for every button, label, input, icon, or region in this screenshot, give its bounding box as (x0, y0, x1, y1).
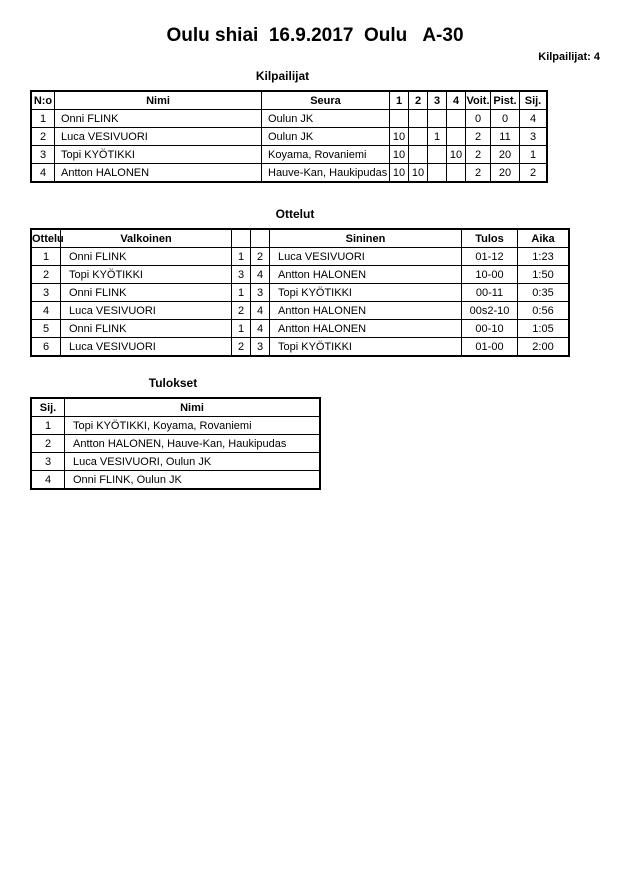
table-cell: Onni FLINK (61, 320, 232, 338)
kilpailijat-heading: Kilpailijat (255, 69, 310, 83)
table-cell: 1 (232, 248, 251, 266)
column-header: Voit. (466, 91, 491, 110)
tulokset-table-body (31, 417, 320, 490)
kilpailijat-header-row (31, 91, 547, 110)
table-cell: 2 (466, 146, 491, 164)
table-cell: 10 (409, 164, 428, 183)
column-header: Sij. (31, 398, 65, 417)
table-row (31, 453, 320, 471)
table-cell: 10 (390, 128, 409, 146)
table-cell: 1 (31, 417, 65, 435)
page-title: Oulu shiai 16.9.2017 Oulu A-30 (166, 25, 464, 46)
table-cell: 11 (491, 128, 520, 146)
table-cell: 6 (31, 338, 61, 357)
kilpailijat-table (30, 90, 548, 183)
column-header: 4 (447, 91, 466, 110)
table-cell: Onni FLINK, Oulun JK (65, 471, 321, 490)
table-cell: 0:56 (518, 302, 570, 320)
table-cell: 01-00 (462, 338, 518, 357)
table-cell (428, 164, 447, 183)
table-row (31, 417, 320, 435)
table-row (31, 435, 320, 453)
table-cell: Topi KYÖTIKKI, Koyama, Rovaniemi (65, 417, 321, 435)
column-header: Pist. (491, 91, 520, 110)
ottelut-header-row (31, 229, 569, 248)
table-cell: 3 (31, 284, 61, 302)
table-cell: 2:00 (518, 338, 570, 357)
table-cell: Luca VESIVUORI (61, 338, 232, 357)
table-cell: 00-11 (462, 284, 518, 302)
table-cell: 1 (520, 146, 548, 164)
table-cell: 20 (491, 164, 520, 183)
table-cell: 20 (491, 146, 520, 164)
column-header: Valkoinen (61, 229, 232, 248)
column-header: Nimi (65, 398, 321, 417)
table-cell: 1 (31, 110, 55, 128)
table-row (31, 248, 569, 266)
table-cell: 2 (31, 266, 61, 284)
column-header (232, 229, 251, 248)
column-header (251, 229, 270, 248)
table-cell: 4 (251, 266, 270, 284)
table-cell (428, 146, 447, 164)
table-cell: 1:50 (518, 266, 570, 284)
table-row (31, 320, 569, 338)
table-row (31, 128, 547, 146)
column-header: Tulos (462, 229, 518, 248)
table-cell: Onni FLINK (61, 284, 232, 302)
column-header: Sininen (270, 229, 462, 248)
table-cell (447, 128, 466, 146)
table-cell: 2 (466, 164, 491, 183)
table-cell: Luca VESIVUORI (61, 302, 232, 320)
table-cell (409, 110, 428, 128)
table-cell: Oulun JK (262, 128, 390, 146)
tulokset-table (30, 397, 321, 490)
table-cell: 3 (520, 128, 548, 146)
table-cell: 00-10 (462, 320, 518, 338)
table-cell: Oulun JK (262, 110, 390, 128)
table-cell: 1 (428, 128, 447, 146)
table-cell: 2 (466, 128, 491, 146)
column-header: Ottelu (31, 229, 61, 248)
table-cell: 3 (232, 266, 251, 284)
column-header: Aika (518, 229, 570, 248)
table-cell: 1 (31, 248, 61, 266)
table-cell: Hauve-Kan, Haukipudas (262, 164, 390, 183)
table-cell (447, 164, 466, 183)
table-cell (409, 128, 428, 146)
table-cell: 1:23 (518, 248, 570, 266)
table-cell: 4 (31, 164, 55, 183)
tulokset-heading: Tulokset (148, 376, 198, 390)
table-row (31, 284, 569, 302)
column-header: N:o (31, 91, 55, 110)
table-cell: 4 (31, 471, 65, 490)
table-cell: 5 (31, 320, 61, 338)
table-cell: 10 (390, 146, 409, 164)
table-cell: Onni FLINK (61, 248, 232, 266)
tulokset-header-row (31, 398, 320, 417)
table-cell: 2 (232, 338, 251, 357)
table-cell: 3 (251, 284, 270, 302)
table-cell (447, 110, 466, 128)
table-cell: Topi KYÖTIKKI (270, 338, 462, 357)
section-kilpailijat (30, 69, 630, 183)
table-cell: Luca VESIVUORI, Oulun JK (65, 453, 321, 471)
table-cell (428, 110, 447, 128)
table-cell: Antton HALONEN (270, 302, 462, 320)
section-ottelut (30, 207, 630, 357)
table-cell: 01-12 (462, 248, 518, 266)
competitors-count-label: Kilpailijat: 4 (538, 51, 600, 63)
ottelut-table (30, 228, 570, 357)
table-row (31, 338, 569, 357)
table-cell: 0 (491, 110, 520, 128)
table-row (31, 471, 320, 490)
table-cell (409, 146, 428, 164)
table-cell: Luca VESIVUORI (270, 248, 462, 266)
table-cell: 4 (520, 110, 548, 128)
table-cell: 3 (251, 338, 270, 357)
table-cell: 1:05 (518, 320, 570, 338)
table-cell: 4 (31, 302, 61, 320)
table-row (31, 164, 547, 183)
column-header: 3 (428, 91, 447, 110)
table-cell: 10 (447, 146, 466, 164)
column-header: Sij. (520, 91, 548, 110)
table-row (31, 302, 569, 320)
table-cell: 10-00 (462, 266, 518, 284)
table-cell: Luca VESIVUORI (55, 128, 262, 146)
table-cell: 4 (251, 302, 270, 320)
table-cell: Antton HALONEN (55, 164, 262, 183)
table-cell: 1 (232, 284, 251, 302)
table-cell: Antton HALONEN (270, 320, 462, 338)
table-row (31, 146, 547, 164)
column-header: Seura (262, 91, 390, 110)
table-cell: 2 (520, 164, 548, 183)
table-cell: 2 (232, 302, 251, 320)
table-cell: 1 (232, 320, 251, 338)
table-cell (390, 110, 409, 128)
section-tulokset (30, 376, 630, 490)
table-cell: Topi KYÖTIKKI (55, 146, 262, 164)
table-cell: 2 (251, 248, 270, 266)
table-cell: Topi KYÖTIKKI (61, 266, 232, 284)
table-cell: 2 (31, 128, 55, 146)
table-row (31, 110, 547, 128)
table-cell: Onni FLINK (55, 110, 262, 128)
table-row (31, 266, 569, 284)
column-header: 2 (409, 91, 428, 110)
table-cell: 0 (466, 110, 491, 128)
table-cell: 3 (31, 146, 55, 164)
ottelut-heading: Ottelut (275, 207, 315, 221)
column-header: 1 (390, 91, 409, 110)
table-cell: Antton HALONEN (270, 266, 462, 284)
table-cell: 10 (390, 164, 409, 183)
column-header: Nimi (55, 91, 262, 110)
table-cell: 4 (251, 320, 270, 338)
table-cell: Antton HALONEN, Hauve-Kan, Haukipudas (65, 435, 321, 453)
table-cell: 2 (31, 435, 65, 453)
table-cell: 3 (31, 453, 65, 471)
table-cell: 00s2-10 (462, 302, 518, 320)
table-cell: Koyama, Rovaniemi (262, 146, 390, 164)
table-cell: 0:35 (518, 284, 570, 302)
kilpailijat-table-body (31, 110, 547, 183)
ottelut-table-body (31, 248, 569, 357)
table-cell: Topi KYÖTIKKI (270, 284, 462, 302)
